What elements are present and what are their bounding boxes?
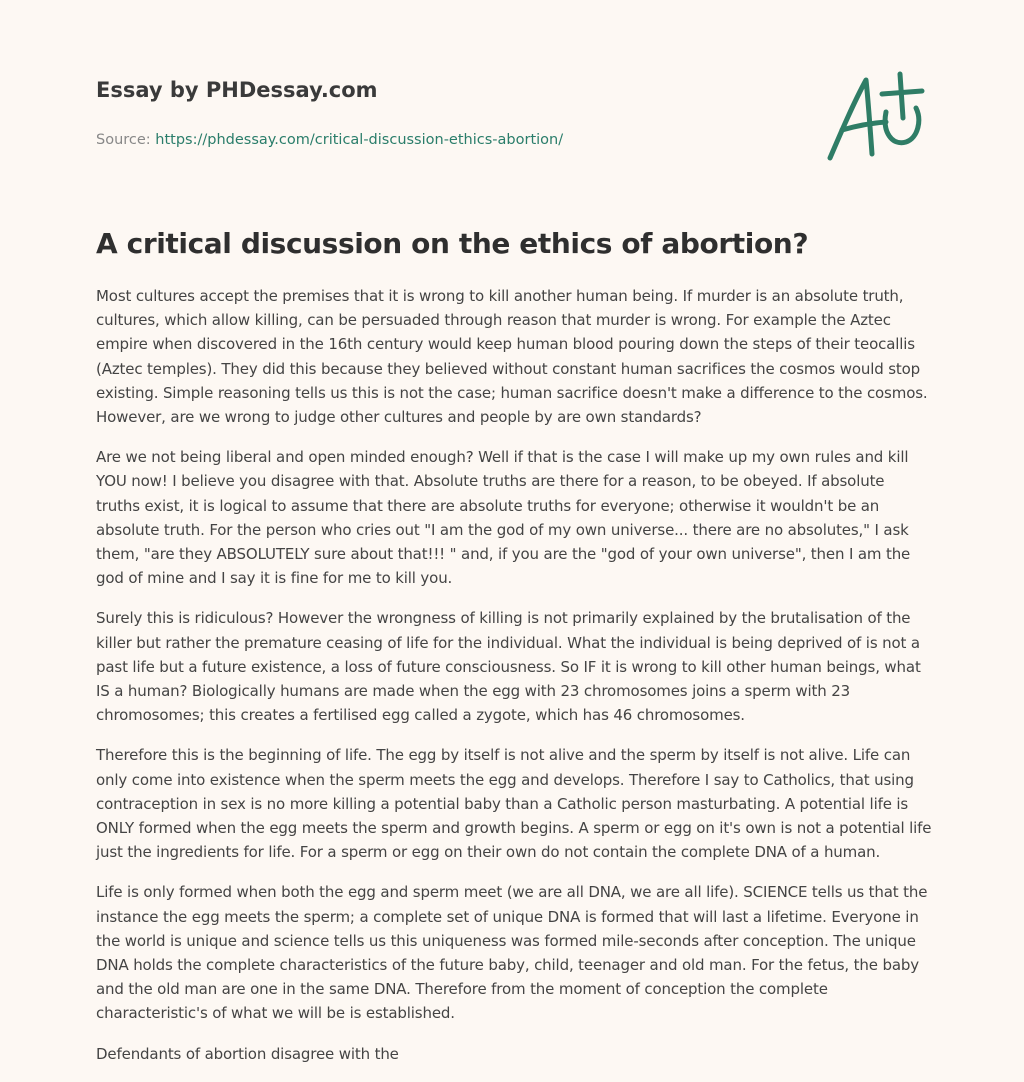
source-label: Source:	[96, 132, 151, 148]
essay-paragraph: Are we not being liberal and open minded enough? Well if that is the case I will make up my own rules and kill YOU now! I believe you disagree with that. Absolute truths are there for a reason, to be obeyed. If absolute truths exist, it is logical to assume that there are absolute truths for everyone; otherwise it wouldn't be an absolute truth. For the person who cries out "I am the god of my own universe... there are no absolutes," I ask them, "are they ABSOLUTELY sure about that!!! " and, if you are the "god of your own universe", then I am the god of mine and I say it is fine for me to kill you.	[96, 448, 911, 588]
essay-paragraph: Most cultures accept the premises that it is wrong to kill another human being. If murder is an absolute truth, cultures, which allow killing, can be persuaded through reason that murder is wrong. For example the Aztec empire when discovered in the 16th century would keep human blood pouring down the steps of their teocallis (Aztec temples). They did this because they believed without constant human sacrifices the cosmos would stop existing. Simple reasoning tells us this is not the case; human sacrifice doesn't make a difference to the cosmos. However, are we wrong to judge other cultures and people by are own standards?	[96, 287, 928, 427]
site-brand: Essay by PHDessay.com	[96, 78, 378, 102]
source-line	[96, 130, 796, 150]
essay-paragraph: Defendants of abortion disagree with the	[96, 1044, 399, 1063]
essay-paragraph: Life is only formed when both the egg and sperm meet (we are all DNA, we are all life). SCIENCE tells us that the instance the egg meets the sperm; a complete set of unique DNA is formed that will last a lifetime. Everyone in the world is unique and science tells us this uniqueness was formed mile-seconds after conception. The unique DNA holds the complete characteristics of the future baby, child, teenager and old man. For the fetus, the baby and the old man are one in the same DNA. Therefore from the moment of conception the complete characteristic's of what we will be is established.	[96, 883, 928, 1023]
essay-title: A critical discussion on the ethics of abortion?	[96, 227, 809, 260]
page-header	[96, 76, 796, 150]
essay-body	[96, 284, 932, 1082]
source-link[interactable]: https://phdessay.com/critical-discussion-ethics-abortion/	[155, 132, 564, 148]
essay-paragraph: Therefore this is the beginning of life. The egg by itself is not alive and the sperm by itself is not alive. Life can only come into existence when the sperm meets the egg and develops. Therefore I say to Catholics, that using contraception in sex is no more killing a potential baby than a Catholic person masturbating. A potential life is ONLY formed when the egg meets the sperm and growth begins. A sperm or egg on it's own is not a potential life just the ingredients for life. For a sperm or egg on their own do not contain the complete DNA of a human.	[96, 746, 932, 862]
essay-paragraph: Surely this is ridiculous? However the wrongness of killing is not primarily explained by the brutalisation of the killer but rather the premature ceasing of life for the individual. What the individual is being deprived of is not a past life but a future existence, a loss of future consciousness. So IF it is wrong to kill other human beings, what IS a human? Biologically humans are made when the egg with 23 chromosomes joins a sperm with 23 chromosomes; this creates a fertilised egg called a zygote, which has 46 chromosomes.	[96, 609, 921, 725]
a-plus-logo-icon	[820, 68, 928, 164]
